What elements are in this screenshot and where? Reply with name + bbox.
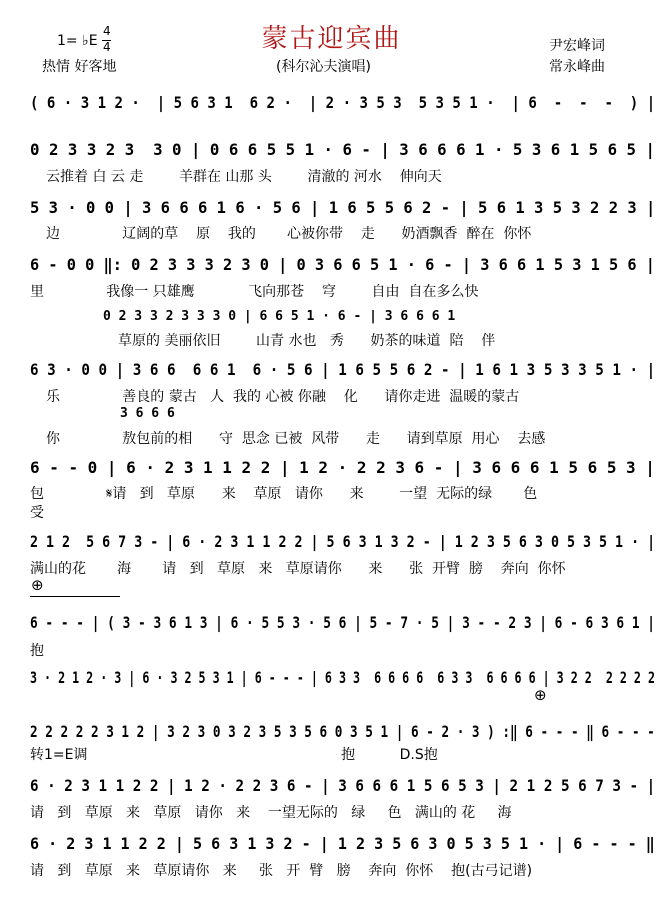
- lyrics-row-8: 包 𝄋请 到 草原 来 草原 请你 来 一望 无际的绿 色: [30, 486, 538, 502]
- lyrics-row-4: 里 我像一 只雄鹰 飞向那苍 穹 自由 自在多么快: [30, 284, 479, 300]
- composer-credit: 常永峰曲: [549, 59, 605, 75]
- coda-symbol-2: ⊕: [534, 686, 547, 704]
- lyrics-row-2: 云推着 白 云 走 羊群在 山那 头 清澈的 河水 伸向天: [46, 169, 442, 185]
- notation-row-1: ( 6 · 3 1 2 · | 5 6 3 1 6 2 · | 2 · 3 5 3 5 3 5 1 · | 6 - - - ) |: [30, 93, 656, 112]
- lyrics-row-14: 请 到 草原 来 草原 请你 来 一望无际的 绿 色 满山的 花 海: [30, 805, 512, 821]
- lyrics-row-5: 草原的 美丽依旧 山青 水也 秀 奶茶的味道 陪 伴: [118, 333, 496, 349]
- lyrics-row-7: 你 敖包前的相 守 思念 已被 风带 走 请到草原 用心 去感: [46, 431, 546, 447]
- notation-row-5: 0 2 3 3 2 3 3 3 0 | 6 6 5 1 · 6 - | 3 6 6 6 1: [103, 309, 456, 324]
- lyrics-row-15: 请 到 草原 来 草原请你 来 张 开 臂 膀 奔向 你怀 抱(古弓记谱): [30, 863, 533, 879]
- notation-row-8: 6 - - 0 | 6 · 2 3 1 1 2 2 | 1 2 · 2 2 3 6 - | 3 6 6 6 1 5 6 5 3 |: [30, 458, 655, 477]
- coda-symbol: ⊕: [31, 576, 44, 594]
- notation-row-13: 2 2 2 2 2 3 1 2 | 3 2 3 0 3 2 3 5 3 5 6 0 3 5 1 | 6 - 2 · 3 ) :‖ 6 - - - ‖ 6 - - -: [30, 722, 655, 741]
- lyrics-row-9: 受: [30, 505, 44, 521]
- notation-row-6: 6 3 · 0 0 | 3 6 6 6 6 1 6 · 5 6 | 1 6 5 5 6 2 - | 1 6 1 3 5 3 3 5 1 · |: [30, 360, 656, 379]
- notation-row-15: 6 · 2 3 1 1 2 2 | 5 6 3 1 3 2 - | 1 2 3 5 6 3 0 5 3 5 1 · | 6 - - - ‖: [30, 834, 655, 853]
- notation-row-3: 5 3 · 0 0 | 3 6 6 6 1 6 · 5 6 | 1 6 5 5 6 2 - | 5 6 1 3 5 3 2 2 3 |: [30, 198, 656, 217]
- time-signature-top: 4: [103, 24, 111, 38]
- lyrics-row-10: 满山的花 海 请 到 草原 来 草原请你 来 张 开臂 膀 奔向 你怀: [30, 561, 566, 577]
- notation-row-10: 2 1 2 5 6 7 3 - | 6 · 2 3 1 1 2 2 | 5 6 3 1 3 2 - | 1 2 3 5 6 3 0 5 3 5 1 · |: [30, 532, 656, 551]
- notation-row-7: 3 6 6 6: [120, 406, 175, 421]
- notation-row-11: 6 - - - | ( 3 - 3 6 1 3 | 6 · 5 5 3 · 5 6 | 5 - 7 · 5 | 3 - - 2 3 | 6 - 6 3 6 1 |: [30, 613, 655, 632]
- lyrics-row-13: 转1=E调 抱 D.S抱: [30, 747, 438, 763]
- lyrics-row-6: 乐 善良的 蒙古 人 我的 心被 你融 化 请你走进 温暖的蒙古: [46, 389, 520, 405]
- notation-row-12: 3 · 2 1 2 · 3 | 6 · 3 2 5 3 1 | 6 - - - | 6 3 3 6 6 6 6 6 3 3 6 6 6 6 | 3 2 2 2 2 2 2: [30, 668, 655, 687]
- key-signature: 1= ♭E: [57, 33, 98, 49]
- notation-row-2: 0 2 3 3 2 3 3 0 | 0 6 6 5 5 1 · 6 - | 3 6 6 6 1 · 5 3 6 1 5 6 5 |: [30, 140, 655, 159]
- lyrics-row-3: 边 辽阔的草 原 我的 心被你带 走 奶酒飘香 醉在 你怀: [46, 226, 532, 242]
- time-signature-bottom: 4: [103, 40, 111, 54]
- notation-row-14: 6 · 2 3 1 1 2 2 | 1 2 · 2 2 3 6 - | 3 6 6 6 1 5 6 5 3 | 2 1 2 5 6 7 3 - |: [30, 776, 656, 795]
- notation-row-4: 6 - 0 0 ‖: 0 2 3 3 3 2 3 0 | 0 3 6 6 5 1 · 6 - | 3 6 6 1 5 3 1 5 6 |: [30, 255, 655, 274]
- song-title: 蒙古迎宾曲: [261, 24, 402, 54]
- lyricist-credit: 尹宏峰词: [549, 38, 605, 54]
- tempo-marking: 热情 好客地: [42, 59, 117, 75]
- lyrics-row-11: 抱: [30, 643, 44, 659]
- performer-credit: (科尔沁夫演唱): [276, 59, 371, 75]
